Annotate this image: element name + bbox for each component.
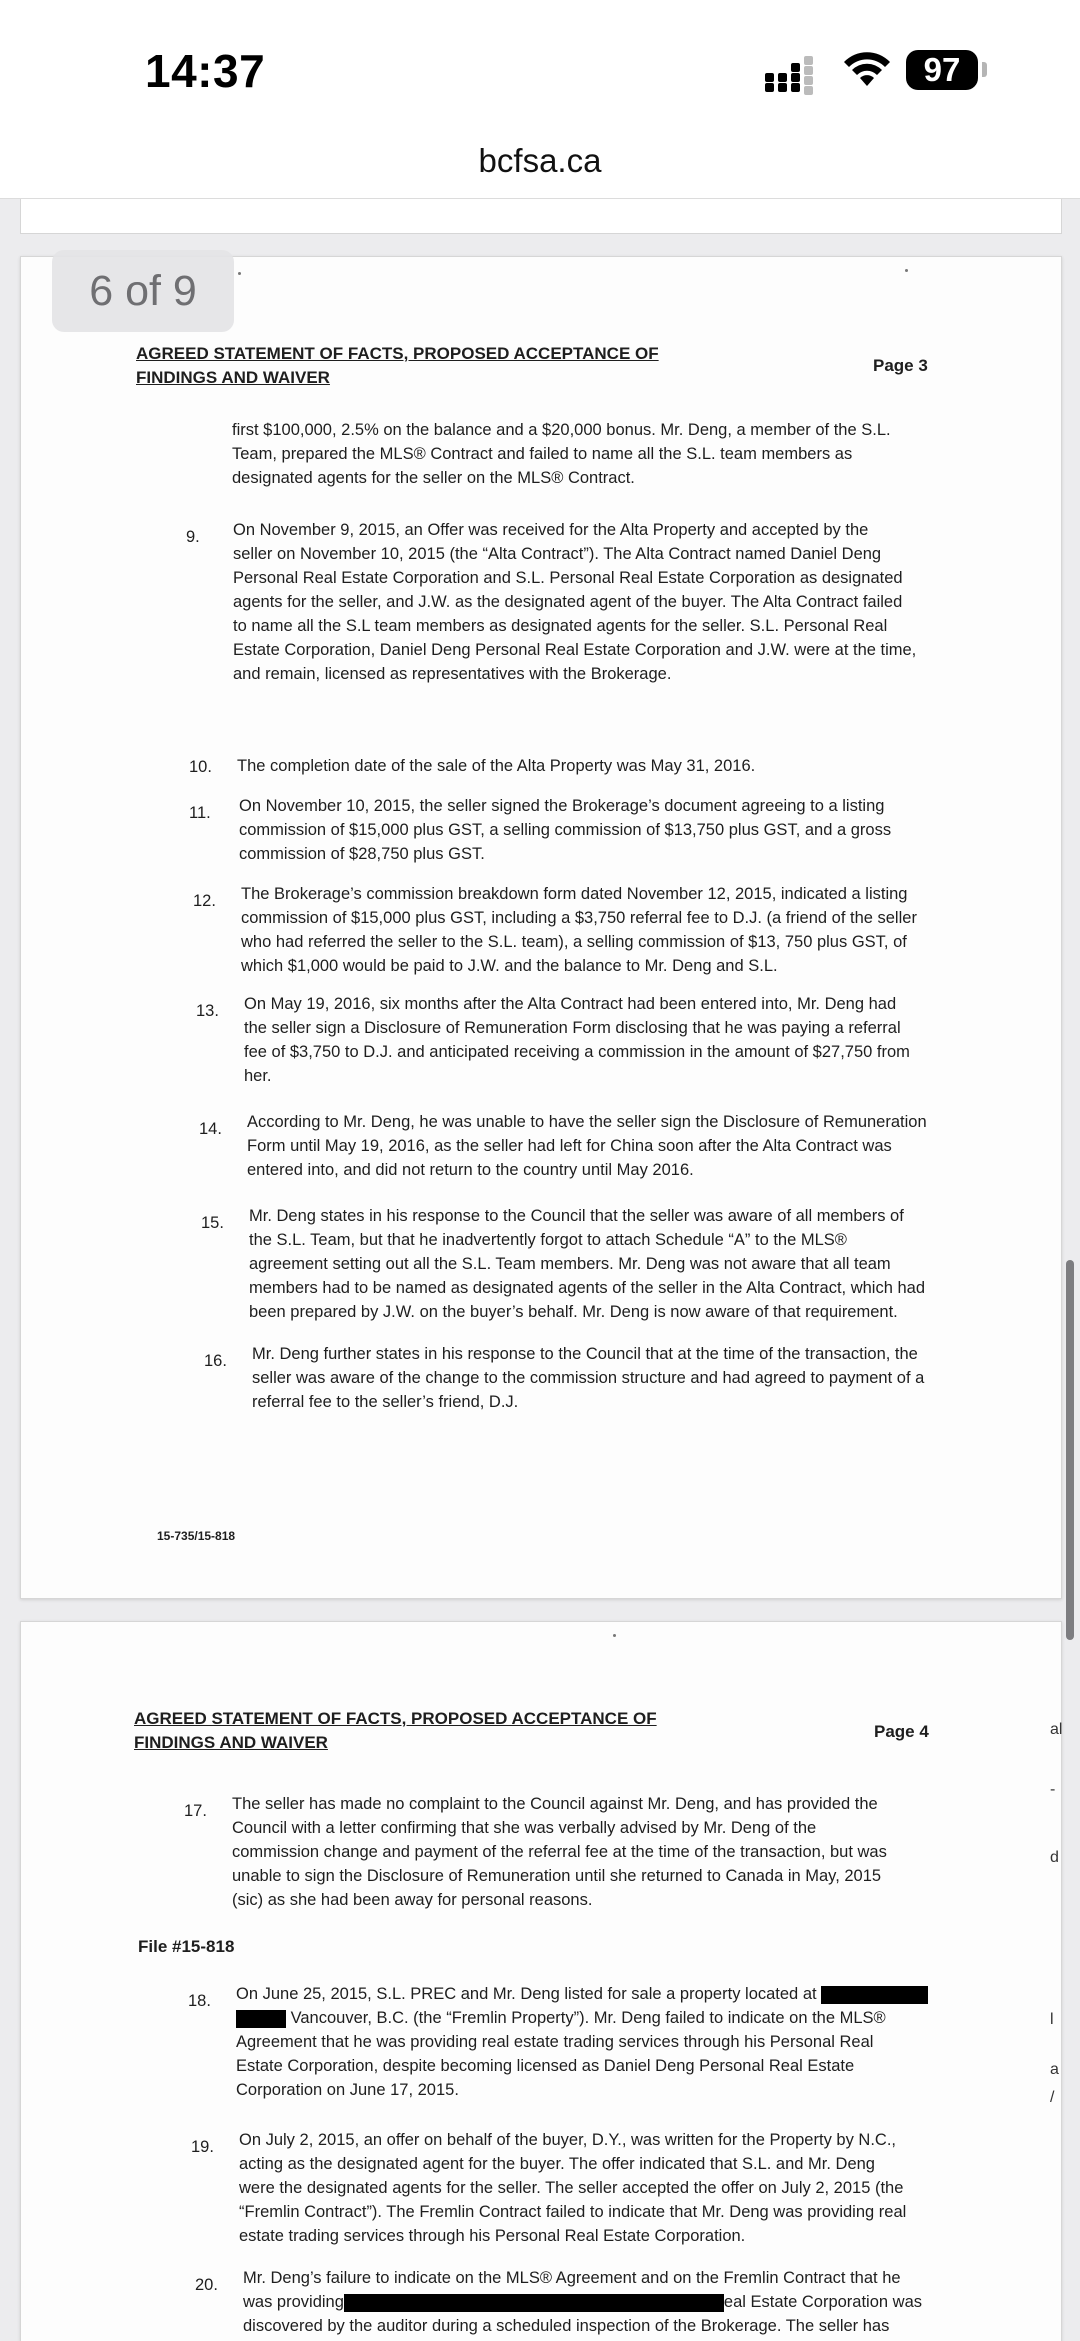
item-paragraph: Mr. Deng further states in his response to the Council that at the time of the transaction, the seller was aware of the change to the commission structure and had agreed to payment of a referral fee to the seller’s friend, D.J.: [252, 1345, 925, 1411]
item-paragraph: The seller has made no complaint to the Council against Mr. Deng, and has provided the Council with a letter confirming that she was verbally advised by Mr. Deng of the commission change and payment of the referral fee at the time of the transaction, but was unable to sign the Disclosure of Remuneration until she returned to Canada in May, 2015 (sic) as she had been away for personal reasons.: [232, 1795, 887, 1909]
redaction-bar: [821, 1986, 928, 2004]
edge-mark: -: [1050, 1781, 1056, 1798]
page-heading: AGREED STATEMENT OF FACTS, PROPOSED ACCEPTANCE OF FINDINGS AND WAIVER: [134, 1709, 657, 1752]
item-number: 12.: [193, 892, 216, 910]
page-heading: AGREED STATEMENT OF FACTS, PROPOSED ACCEPTANCE OF FINDINGS AND WAIVER: [136, 344, 659, 387]
item-paragraph: The completion date of the sale of the Alta Property was May 31, 2016.: [237, 757, 756, 775]
edge-mark: /: [1050, 2089, 1055, 2106]
file-reference: 15-735/15-818: [157, 1529, 236, 1543]
wifi-icon: [843, 52, 891, 88]
item-paragraph: On July 2, 2015, an offer on behalf of the buyer, D.Y., was written for the Property by N.C., acting as the designated agent for the buyer. The offer indicated that S.L. and Mr. Deng were the designated agents for the seller. The seller accepted the offer on July 2, 2015 (the “Fremlin Contract”). The Fremlin Contract failed to indicate that Mr. Deng was providing real estate trading services through his Personal Real Estate Corporation.: [239, 2131, 907, 2245]
edge-mark: l: [1050, 2011, 1054, 2028]
edge-mark: a: [1050, 2061, 1059, 2078]
item-number: 19.: [191, 2138, 214, 2156]
status-time: 14:37: [145, 45, 266, 97]
url-bar[interactable]: bcfsa.ca: [478, 142, 602, 179]
item-number: 17.: [184, 1802, 207, 1820]
item-number: 14.: [199, 1120, 222, 1138]
item-paragraph: On May 19, 2016, six months after the Alta Contract had been entered into, Mr. Deng had the seller sign a Disclosure of Remuneration Form disclosing that he was paying a referral fee of $3,750 to D.J. and anticipated receiving a commission in the amount of $27,750 from her.: [244, 995, 910, 1085]
redaction-bar: [344, 2294, 724, 2312]
page-number: Page 4: [874, 1722, 929, 1741]
item-paragraph: On November 9, 2015, an Offer was received for the Alta Property and accepted by the seller on November 10, 2015 (the “Alta Contract”). The Alta Contract named Daniel Deng Personal Real Estate Corporation and S.L. Personal Real Estate Corporation as designated agents for the seller, and J.W. as the designated agent of the buyer. The Alta Contract failed to name all the S.L team members as designated agents for the seller. S.L. Personal Real Estate Corporation, Daniel Deng Personal Real Estate Corporation and J.W. were at the time, and remain, licensed as representatives with the Brokerage.: [233, 521, 917, 683]
pdf-page-3: [20, 256, 1062, 1599]
edge-mark: d: [1050, 1849, 1059, 1866]
top-bar: [0, 0, 1080, 199]
item-paragraph: Mr. Deng states in his response to the Council that the seller was aware of all members of the S.L. Team, but that he inadvertently forgot to attach Schedule “A” to the MLS® agreement setting out all the S.L. Team members. Mr. Deng was not aware that all team members had to be named as designated agents of the seller in the Alta Contract, which had been prepared by J.W. on the buyer’s behalf. Mr. Deng is now aware of that requirement.: [249, 1207, 925, 1321]
item-number: 20.: [195, 2276, 218, 2294]
item-number: 18.: [188, 1992, 211, 2010]
continuation-paragraph: first $100,000, 2.5% on the balance and a $20,000 bonus. Mr. Deng, a member of the S.L. Team, prepared the MLS® Contract and failed to name all the S.L. team members as designated agents for the seller on the MLS® Contract.: [232, 421, 891, 487]
file-heading: File #15-818: [138, 1937, 235, 1956]
item-paragraph: On November 10, 2015, the seller signed the Brokerage’s document agreeing to a listing commission of $15,000 plus GST, a selling commission of $13,750 plus GST, and a gross commission of $28,750 plus GST.: [239, 797, 892, 863]
item-number: 16.: [204, 1352, 227, 1370]
edge-mark: al: [1050, 1721, 1063, 1738]
battery-tip: [982, 62, 987, 77]
redaction-bar: [236, 2010, 286, 2028]
page-number: Page 3: [873, 356, 928, 375]
item-paragraph: The Brokerage’s commission breakdown form dated November 12, 2015, indicated a listing commission of $15,000 plus GST, including a $3,750 referral fee to D.J. (a friend of the seller who had referred the seller to the S.L. team), a selling commission of $13, 750 plus GST, of which $1,000 would be paid to J.W. and the balance to Mr. Deng and S.L.: [241, 885, 917, 975]
scrollbar-thumb[interactable]: [1066, 1260, 1074, 1640]
item-number: 11.: [189, 804, 211, 822]
item-number: 15.: [201, 1214, 224, 1232]
item-number: 9.: [186, 528, 200, 546]
page-indicator: 6 of 9: [52, 250, 234, 332]
item-paragraph: According to Mr. Deng, he was unable to have the seller sign the Disclosure of Remuneration Form until May 19, 2016, as the seller had left for China soon after the Alta Contract was entered into, and did not return to the country until May 2016.: [247, 1113, 927, 1179]
pdf-viewer[interactable]: [0, 199, 1080, 2341]
item-paragraph: Mr. Deng’s failure to indicate on the MLS® Agreement and on the Fremlin Contract that he was providing eal Estate Corporation was discovered by the auditor during a scheduled inspection of the Brokerage. The seller has: [243, 2269, 922, 2335]
pdf-page-4: [20, 1621, 1062, 2341]
item-number: 10.: [189, 758, 212, 776]
previous-page-edge: [20, 199, 1062, 234]
item-number: 13.: [196, 1002, 219, 1020]
item-paragraph: On June 25, 2015, S.L. PREC and Mr. Deng listed for sale a property located at Vancouver, B.C. (the “Fremlin Property”). Mr. Deng failed to indicate on the MLS® Agreement that he was providing real estate trading services through his Personal Real Estate Corporation, despite becoming licensed as Daniel Deng Personal Real Estate Corporation on June 17, 2015.: [236, 1982, 928, 2102]
battery-indicator: 97: [906, 50, 978, 90]
cellular-signal-icon: [765, 56, 817, 92]
